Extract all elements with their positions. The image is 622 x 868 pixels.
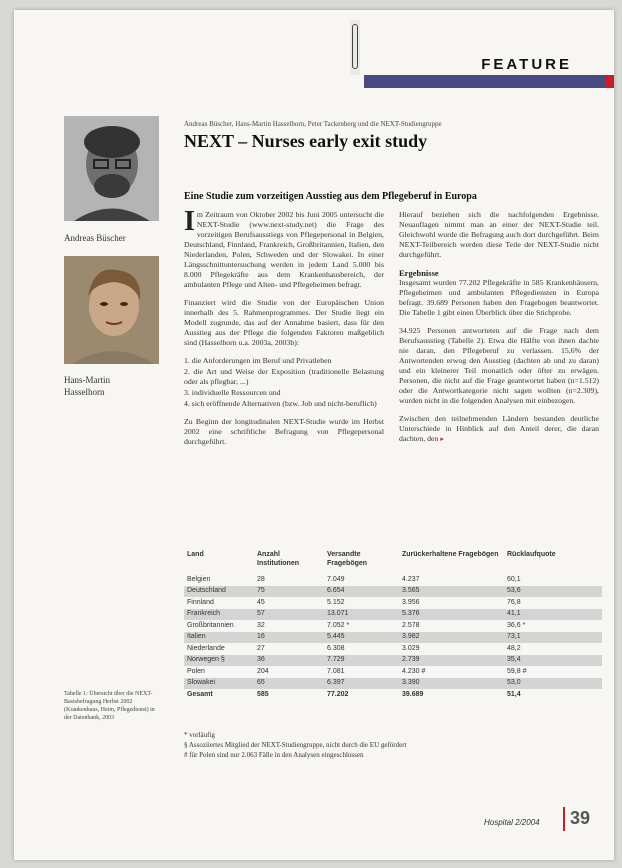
paragraph: Zu Beginn der longitudinalen NEXT-Studie wurde im Herbst 2002 eine schriftliche Befragung von Pflegepersonal durchgeführt.: [184, 417, 384, 446]
table-header: Rücklaufquote: [507, 551, 556, 558]
table-cell: Belgien: [187, 575, 211, 583]
table-header: Zurückerhaltene Fragebögen: [402, 551, 499, 558]
paragraph: Hierauf beziehen sich die nachfolgenden Ergebnisse. Neuauflagen nimmt man an einer der NEXT-Studie teil. Gleichwohl wurde die Befragung auch dort durchgeführt. Beim NEXT-Teilbereich werden diese Teile der NEXT-Studie nicht durchgeführt.: [399, 210, 599, 259]
article-title: NEXT – Nurses early exit study: [184, 131, 428, 151]
table-cell: 4.230 #: [402, 667, 426, 675]
section-heading: Ergebnisse: [399, 268, 439, 278]
table-cell: 4.237: [402, 575, 420, 583]
table-cell: 5.376: [399, 609, 504, 621]
table-row: [184, 632, 602, 644]
table-cell: 3.565: [399, 586, 504, 598]
table-cell: Italien: [184, 632, 254, 644]
photo-caption-2-line1: Hans-Martin: [64, 375, 110, 385]
table-cell: 6.654: [324, 586, 399, 598]
table-cell: Finnland: [187, 598, 214, 606]
photo-caption-2: [64, 374, 110, 398]
table-cell: Norwegen §: [184, 655, 254, 667]
table-cell: 7.081: [327, 667, 345, 675]
table-cell: 3.956: [402, 598, 420, 606]
note: # für Polen sind nur 2.063 Fälle in den Analysen eingeschlossen: [184, 751, 364, 759]
section-bar-accent: [606, 75, 614, 88]
page-number: 39: [570, 808, 591, 828]
table-cell: 75: [254, 586, 324, 598]
table-cell: 51,4: [507, 690, 521, 698]
table-cell: 2.739: [399, 655, 504, 667]
paragraph: Insgesamt wurden 77.202 Pflegekräfte in 585 Krankenhäusern, Pflegeheimen und ambulanten Pflegediensten in Europa befragt. 39.689 Personen haben den Fragebogen beantwortet. Die Tabelle 1 gibt einen Überblick über die Stichprobe.: [399, 278, 599, 317]
table-cell: 6.397: [324, 678, 399, 690]
table-cell: 76,8: [507, 598, 521, 606]
table-cell: 65: [254, 678, 324, 690]
list-item: 1. die Anforderungen im Beruf und Privatleben: [184, 356, 332, 365]
table-total-row: [184, 689, 602, 701]
paragraph: [184, 206, 384, 290]
table-cell: 27: [257, 644, 265, 652]
factor-list: [184, 356, 384, 409]
table-cell: 53,6: [504, 586, 602, 598]
table-cell: 36: [254, 655, 324, 667]
paragraph: Finanziert wird die Studie von der Europäischen Union innerhalb des 5. Rahmenprogrammes. Der Studie liegt ein Modell zugrunde, das auf der Annahme basiert, dass für den Ausstieg aus der Pflege die folgenden Faktoren maßgeblich sind (Hasselhorn u.a. 2003a, 2003b):: [184, 298, 384, 347]
table-header-row: [184, 548, 602, 574]
table-cell: Großbritannien: [187, 621, 234, 629]
article-subtitle: Eine Studie zum vorzeitigen Ausstieg aus dem Pflegeberuf in Europa: [184, 191, 477, 202]
table-cell: 59,8 #: [507, 667, 527, 675]
table-cell: 36,6 *: [507, 621, 526, 629]
table-cell: 53,0: [504, 678, 602, 690]
section-bar: [364, 75, 614, 88]
table-cell: 204: [257, 667, 269, 675]
table-cell: 77.202: [327, 690, 349, 698]
portrait-man-icon: [64, 116, 159, 221]
paragraph: 34.925 Personen antworteten auf die Frage nach dem Berufsausstieg (Tabelle 2). Etwa die Hälfte von ihnen dachte nie daran, den Pflegeberuf zu verlassen. 15,6% der Antwortenden erwog den Ausstieg (dachten ab und zu daran) und ein kleinerer Teil monatlich oder öfter zu erwägen. Personen, die nicht auf die Frage geantwortet haben (n=1.512) oder die Antwortkategorie nicht sagen wollten (n=2.309), wurden nicht in die folgenden Analysen mit einbezogen.: [399, 326, 599, 405]
photo-caption-2-line2: Hasselhorn: [64, 387, 105, 397]
table-cell: Frankreich: [184, 609, 254, 621]
table-header: Anzahl Institutionen: [257, 551, 299, 567]
text-column-2: [399, 210, 599, 452]
table-row: [184, 609, 602, 621]
table-cell: 73,1: [504, 632, 602, 644]
list-item: 3. individuelle Ressourcen und: [184, 388, 281, 397]
table-cell: Deutschland: [184, 586, 254, 598]
binder-clip-icon: [352, 24, 358, 69]
magazine-page: [14, 10, 614, 860]
author-photo-buescher: [64, 116, 159, 221]
table-cell: 7.729: [324, 655, 399, 667]
table-cell: 32: [257, 621, 265, 629]
table-row: [184, 597, 602, 609]
paragraph: [399, 414, 599, 444]
table-cell: 7.052 *: [327, 621, 350, 629]
list-item: 2. die Art und Weise der Exposition (traditionelle Belastung oder als pflegbar, ...): [184, 367, 384, 386]
table-notes: [184, 730, 407, 760]
table-cell: 5.445: [324, 632, 399, 644]
table-row: [184, 666, 602, 678]
table-cell: 16: [254, 632, 324, 644]
paragraph-text: m Zeitraum von Oktober 2002 bis Juni 2005 untersucht die NEXT-Studie (www.next-study.net) die Frage des vorzeitigen Berufsausstiegs von Pflegepersonal in Belgien, Deutschland, Finnland, Frankreich, Großbritannien, Italien, den Niederlanden, Polen, Schweden und der Slowakei. In einer Längsschnittuntersuchung werden in jedem Land 5.000 bis 8.000 Pflegekräfte aus dem Krankenhausbereich, der ambulanten Pflege und Alten- und Pflegeheimen befragt.: [184, 210, 384, 289]
table-cell: 39.689: [402, 690, 424, 698]
continue-arrow-icon: ▸: [440, 435, 444, 443]
list-item: 4. sich eröffnende Alternativen (bzw. Job und nicht-beruflich): [184, 399, 377, 408]
article-authors: Andreas Büscher, Hans-Martin Hasselhorn, Peter Tackenberg und die NEXT-Studiengruppe: [184, 120, 442, 128]
table-cell: 57: [254, 609, 324, 621]
table-cell: 45: [257, 598, 265, 606]
table-cell: 60,1: [507, 575, 521, 583]
table-cell: Niederlande: [187, 644, 225, 652]
note: * vorläufig: [184, 731, 215, 739]
table-cell: Gesamt: [187, 690, 213, 698]
text-column-1: [184, 206, 384, 455]
table-cell: 13.071: [324, 609, 399, 621]
table-cell: 6.308: [327, 644, 345, 652]
portrait-man-2-icon: [64, 256, 159, 364]
table-cell: 35,4: [504, 655, 602, 667]
table-cell: 48,2: [507, 644, 521, 652]
table-cell: 3.029: [402, 644, 420, 652]
table-cell: 585: [257, 690, 269, 698]
note: § Assoziiertes Mitglied der NEXT-Studiengruppe, nicht durch die EU gefördert: [184, 741, 407, 749]
table-cell: 28: [257, 575, 265, 583]
table-cell: 5.152: [327, 598, 345, 606]
table-row: [184, 574, 602, 586]
table-row: [184, 586, 602, 598]
paragraph-text: Zwischen den teilnehmenden Ländern bestanden deutliche Unterschiede in Hinblick auf den Anteil derer, die daran dachten, den: [399, 414, 599, 443]
dropcap: I: [184, 206, 195, 237]
table-header: Land: [187, 551, 204, 558]
table-cell: Polen: [187, 667, 205, 675]
table-side-caption: Tabelle 1: Übersicht über die NEXT-Basisbefragung Herbst 2002 (Krankenhaus, Heim, Pflegedienst) in der Datenbank, 2003: [64, 691, 155, 721]
table-cell: 2.578: [402, 621, 420, 629]
table-cell: Slowakei: [184, 678, 254, 690]
photo-caption-1: Andreas Büscher: [64, 233, 126, 243]
table-header: Versandte Fragebögen: [327, 551, 368, 567]
table-row: [184, 655, 602, 667]
table-cell: 7.049: [327, 575, 345, 583]
table-cell: 41,1: [504, 609, 602, 621]
table-row: [184, 678, 602, 690]
table-cell: 3.982: [399, 632, 504, 644]
table-row: [184, 620, 602, 632]
footer-divider: [563, 807, 565, 831]
table-row: [184, 643, 602, 655]
table-cell: 3.390: [399, 678, 504, 690]
journal-name: Hospital 2/2004: [484, 818, 540, 827]
section-label: FEATURE: [481, 56, 572, 73]
data-table: [184, 548, 602, 701]
author-photo-hasselhorn: [64, 256, 159, 364]
